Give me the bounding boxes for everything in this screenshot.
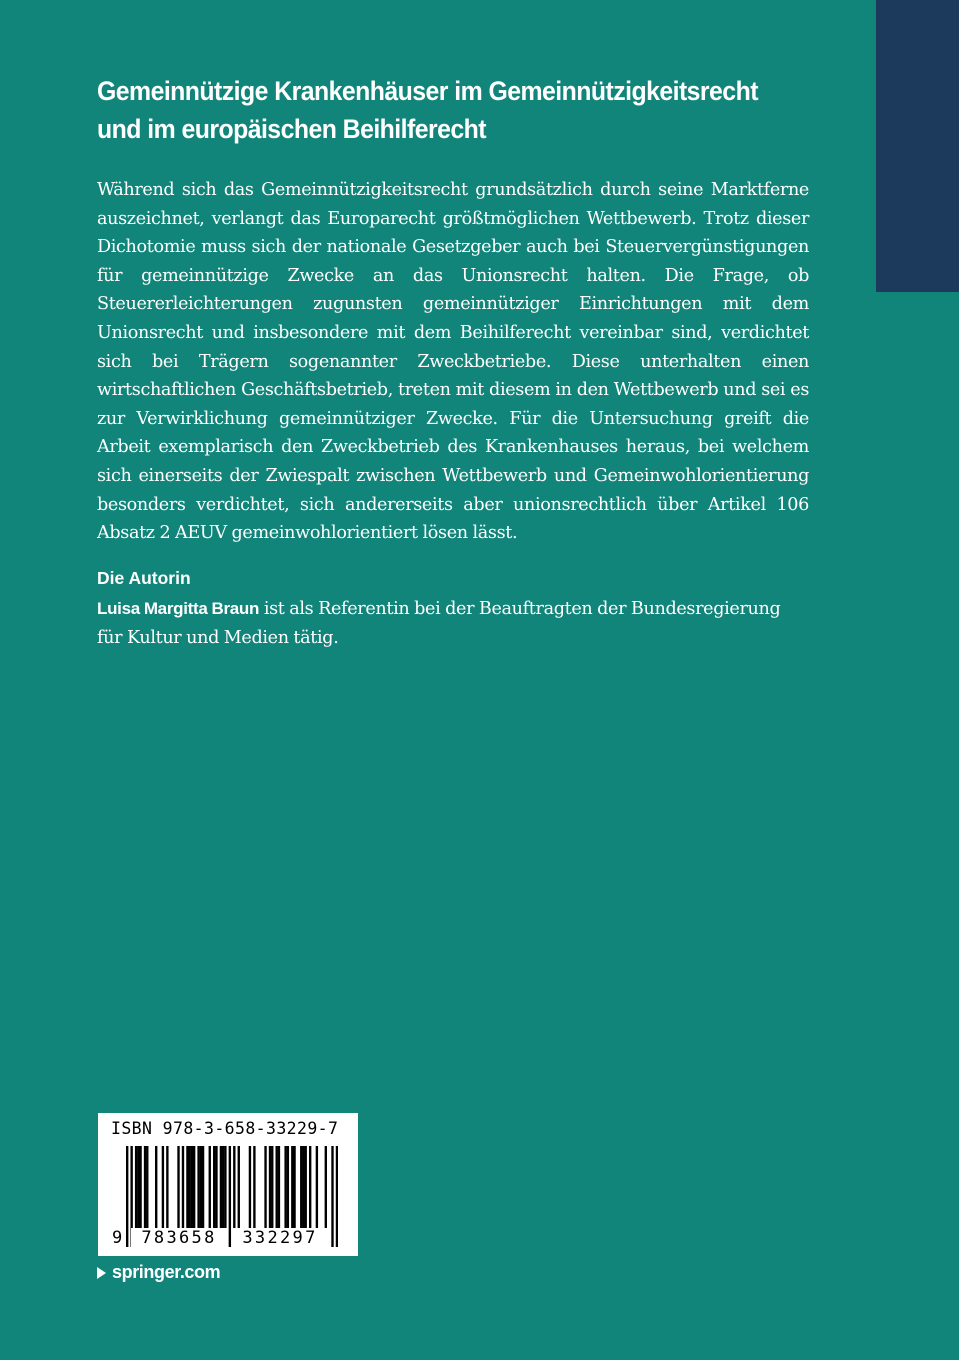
barcode-bar: [135, 1146, 137, 1234]
barcode-bar: [269, 1146, 271, 1234]
barcode-bar: [287, 1146, 289, 1234]
barcode-bar: [271, 1146, 273, 1234]
barcode-bar: [238, 1146, 240, 1234]
barcode-bar: [139, 1146, 141, 1234]
barcode-bar: [186, 1146, 188, 1234]
ean-right-digits: 332297: [232, 1228, 328, 1248]
barcode-bar: [155, 1146, 157, 1234]
book-title: [97, 72, 759, 148]
barcode-bar: [166, 1146, 168, 1234]
barcode-bar: [316, 1146, 318, 1234]
barcode-bar: [305, 1146, 307, 1234]
barcode-bar: [193, 1146, 195, 1234]
author-heading: Die Autorin: [97, 568, 191, 588]
isbn-barcode: [98, 1113, 358, 1256]
barcode-bar: [162, 1146, 164, 1234]
barcode-bar: [293, 1146, 295, 1234]
barcode-bar: [302, 1146, 304, 1234]
ean-digits: [98, 1228, 358, 1252]
barcode-bar: [202, 1146, 204, 1234]
barcode-bar: [213, 1146, 215, 1234]
barcode-bar: [309, 1146, 311, 1234]
book-title-line-1: Gemeinnützige Krankenhäuser im Gemeinnützigkeitsrecht: [97, 76, 758, 106]
publisher-url: springer.com: [112, 1262, 221, 1282]
barcode-bar: [220, 1146, 222, 1234]
author-bio: [97, 595, 809, 652]
book-title-line-2: und im europäischen Beihilferecht: [97, 114, 486, 144]
corner-accent-block: [876, 0, 959, 292]
author-bio-text: ist als Referentin bei der Beauftragten der Bundesregierung für Kultur und Medien tätig.: [97, 599, 781, 648]
barcode-bar: [137, 1146, 139, 1234]
isbn-label: ISBN 978-3-658-33229-7: [111, 1119, 339, 1138]
barcode-bar: [284, 1146, 286, 1234]
barcode-bar: [249, 1146, 251, 1234]
publisher-link[interactable]: [97, 1262, 220, 1283]
barcode-bar: [182, 1146, 184, 1234]
barcode-bar: [215, 1146, 217, 1234]
ean-left-digits: 783658: [131, 1228, 227, 1248]
barcode-bar: [325, 1146, 327, 1234]
barcode-bar: [264, 1146, 266, 1234]
barcode-bar: [278, 1146, 280, 1234]
barcode-bar: [200, 1146, 202, 1234]
barcode-bar: [191, 1146, 193, 1234]
barcode-bar: [253, 1146, 255, 1234]
arrow-right-icon: [97, 1267, 106, 1279]
barcode-bar: [222, 1146, 224, 1234]
barcode-bar: [291, 1146, 293, 1234]
author-name: Luisa Margitta Braun: [97, 599, 260, 618]
barcode-bar: [209, 1146, 211, 1234]
barcode-bar: [146, 1146, 148, 1234]
barcode-bar: [188, 1146, 190, 1234]
barcode-bar: [276, 1146, 278, 1234]
barcode-bar: [300, 1146, 302, 1234]
barcode-bar: [197, 1146, 199, 1234]
barcode-bar: [177, 1146, 179, 1234]
book-description: Während sich das Gemeinnützigkeitsrecht grundsätzlich durch seine Marktferne auszeichnet, verlangt das Europarecht größtmöglichen Wettbewerb. Trotz dieser Dichotomie muss sich der nationale Gesetzgeber auch bei Steuervergünstigungen für gemeinnützige Zwecke an das Unionsrecht halten. Die Frage, ob Steuererleichterungen zugunsten gemeinnütziger Einrichtungen mit dem Unionsrecht und insbesondere mit dem Beihilferecht vereinbar sind, verdichtet sich bei Trägern sogenannter Zweckbetriebe. Diese unterhalten einen wirtschaftlichen Geschäftsbetrieb, treten mit diesem in den Wettbewerb und sei es zur Verwirklichung gemeinnütziger Zwecke. Für die Untersuchung greift die Arbeit exemplarisch den Zweckbetrieb des Krankenhauses heraus, bei welchem sich einerseits der Zwiespalt zwischen Wettbewerb und Gemeinwohlorientierung besonders verdichtet, sich andererseits aber unionsrechtlich über Artikel 106 Absatz 2 AEUV gemeinwohlorientiert lösen lässt.: [97, 180, 809, 544]
ean-first-digit: 9: [112, 1228, 123, 1248]
barcode-bar: [144, 1146, 146, 1234]
barcode-bar: [224, 1146, 226, 1234]
